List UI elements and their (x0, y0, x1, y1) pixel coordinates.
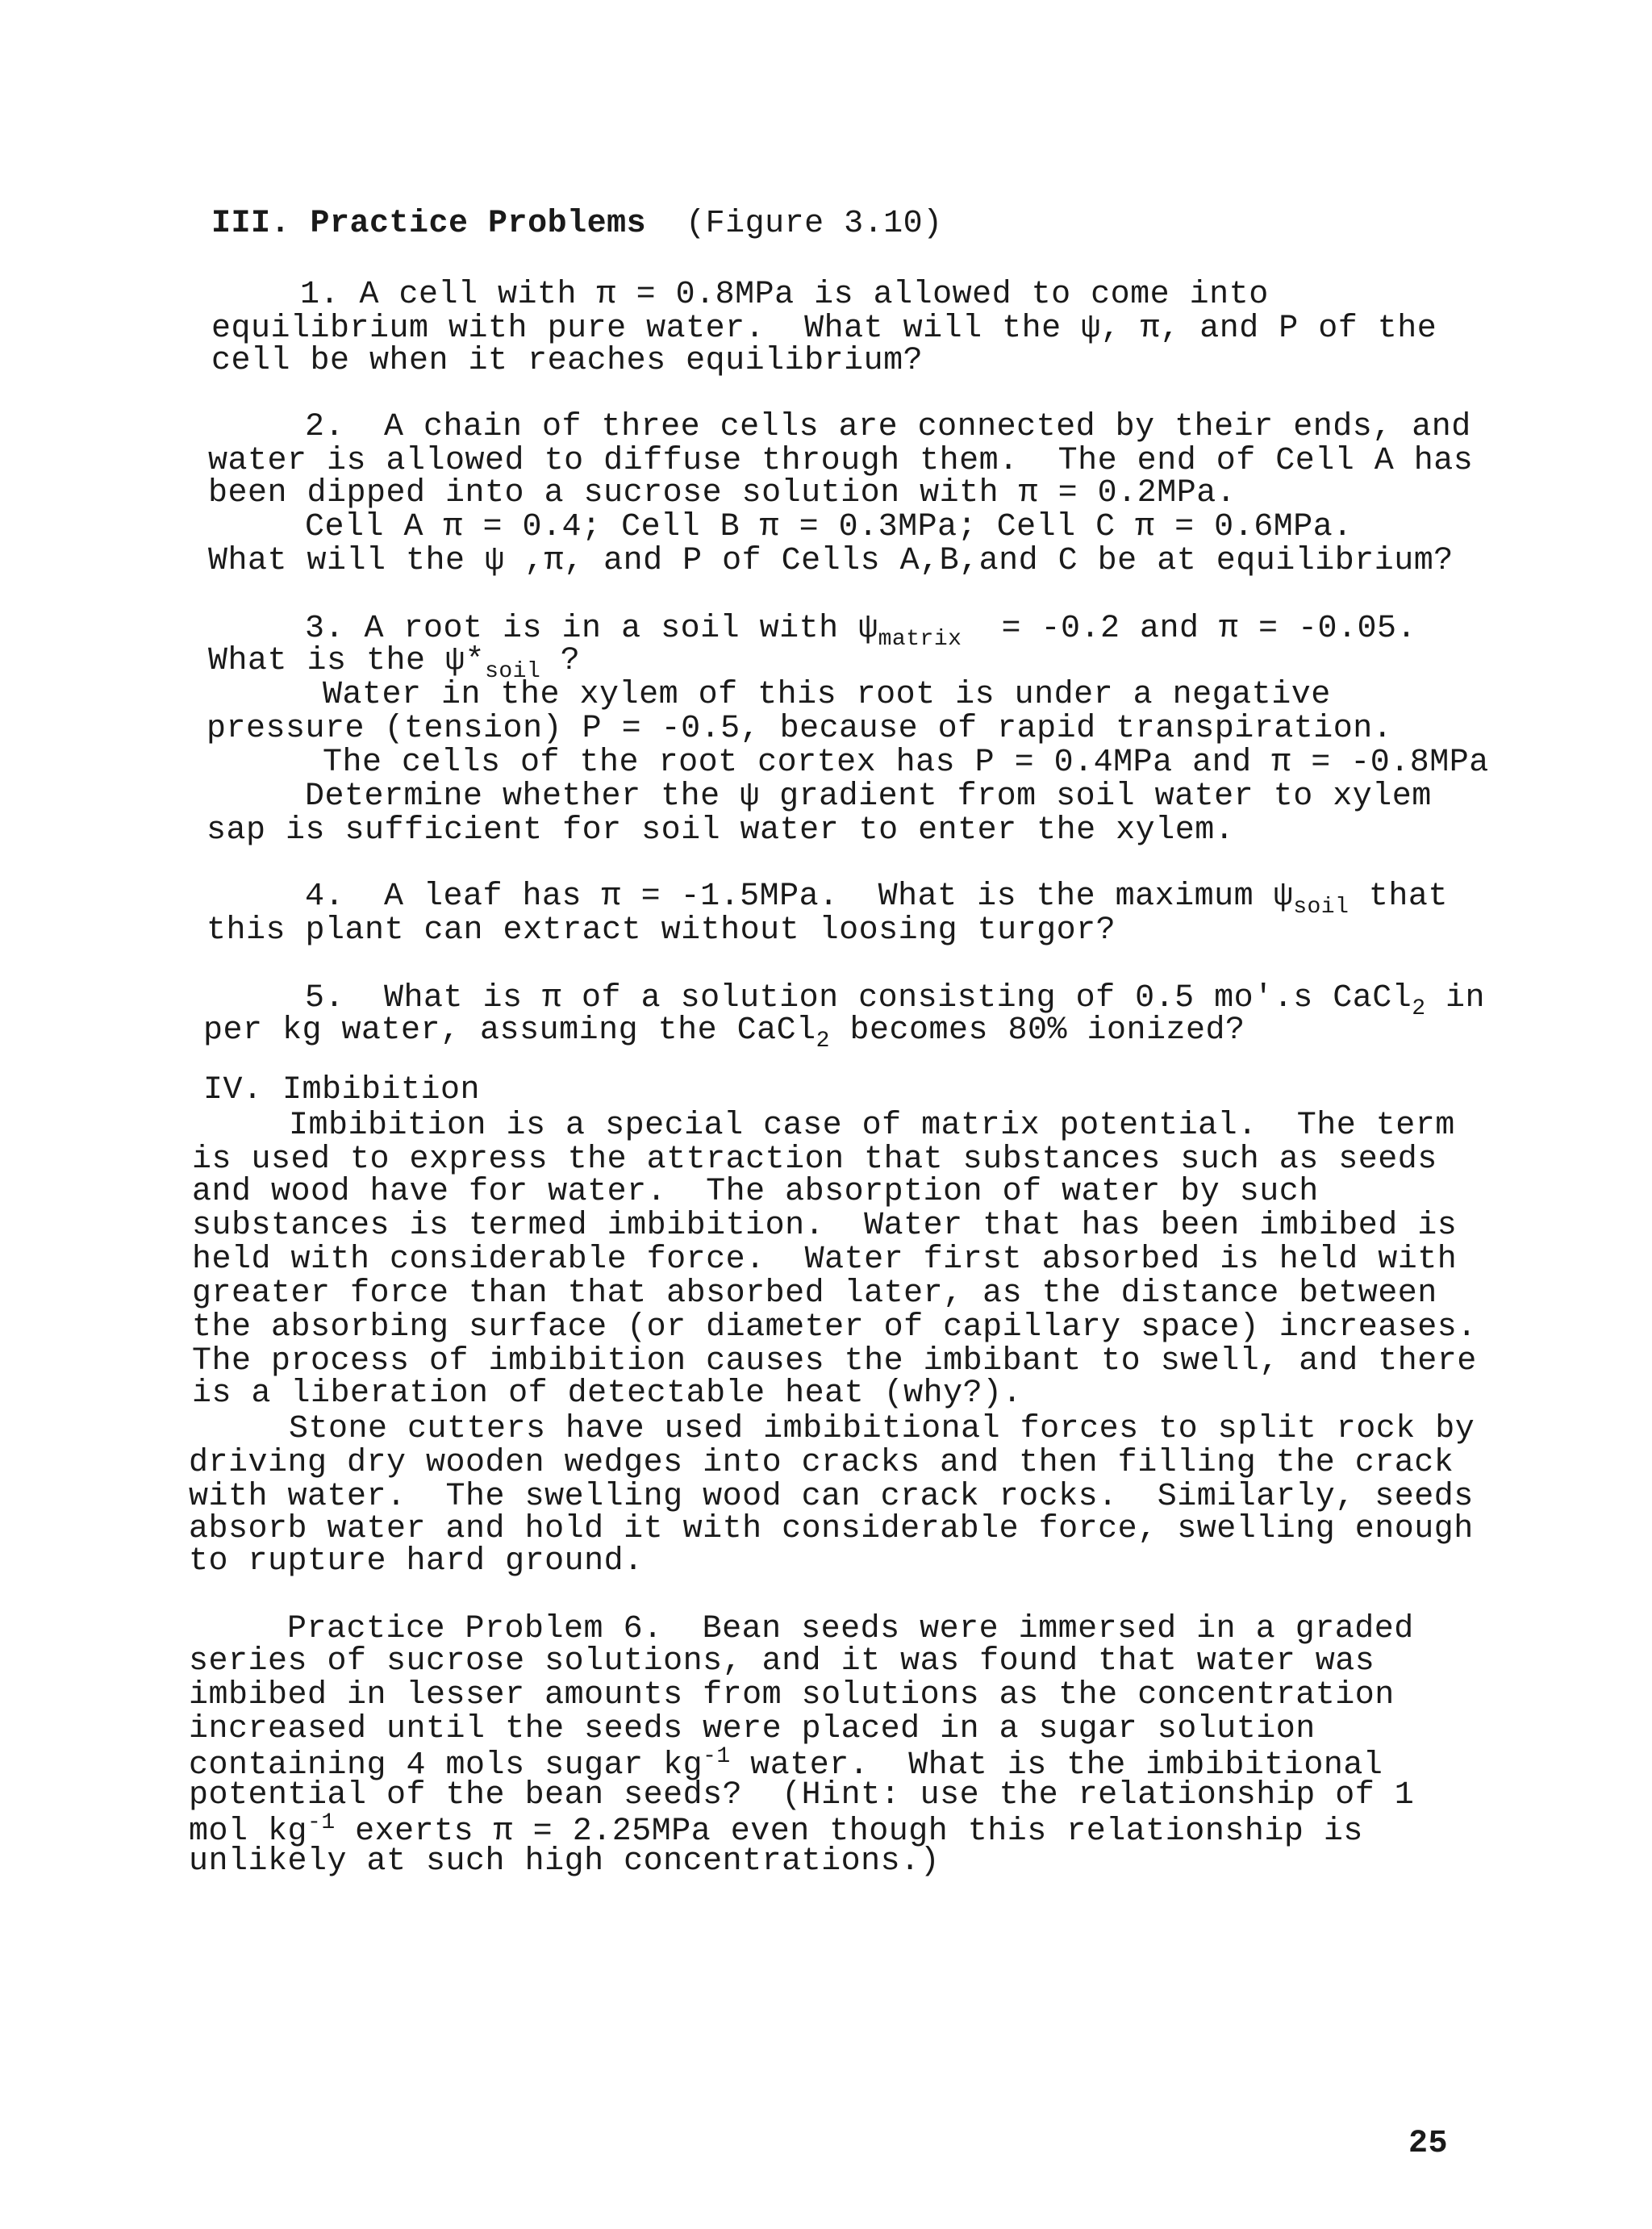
imbibition-para2-line-1: Stone cutters have used imbibitional forces to split rock by (289, 1411, 1475, 1447)
problem-3-line-4: pressure (tension) P = -0.5, because of rapid transpiration. (206, 711, 1393, 747)
problem-5-line-1: 5. What is π of a solution consisting of 0.5 mo'.s CaCl$_2$ in (305, 980, 1486, 1021)
problem-5-line-2: per kg water, assuming the CaCl$_2$ becomes 80% ionized? (203, 1012, 1245, 1054)
problem-3-line-5: The cells of the root cortex has P = 0.4MPa and π = -0.8MPa (323, 745, 1489, 781)
problem-3-line-2: What is the $\psi*_{soil}$ ? (208, 643, 581, 684)
problem-6-line-1: Practice Problem 6. Bean seeds were immersed in a graded (287, 1611, 1414, 1647)
problem-6-line-6: potential of the bean seeds? (Hint: use the relationship of 1 (189, 1777, 1415, 1814)
imbibition-para1-line-2: is used to express the attraction that substances such as seeds (192, 1142, 1437, 1178)
imbibition-para2-line-5: to rupture hard ground. (189, 1543, 644, 1580)
problem-6-line-2: series of sucrose solutions, and it was found that water was (189, 1643, 1375, 1680)
section-heading-bold: III. Practice Problems (211, 206, 647, 242)
problem-6-line-8: unlikely at such high concentrations.) (189, 1843, 941, 1880)
problem-1-line-1: 1. A cell with π = 0.8MPa is allowed to come into (300, 277, 1269, 313)
imbibition-para2-line-4: absorb water and hold it with considerable force, swelling enough (189, 1511, 1474, 1547)
problem-1-line-3: cell be when it reaches equilibrium? (211, 343, 924, 379)
imbibition-para1-line-3: and wood have for water. The absorption of water by such (192, 1174, 1319, 1210)
section-heading-figure: (Figure 3.10) (686, 206, 943, 242)
problem-6-line-5: containing 4 mols sugar $kg^{-1}$ water. What is the imbibitional (189, 1744, 1383, 1784)
imbibition-para1-line-1: Imbibition is a special case of matrix potential. The term (289, 1108, 1455, 1144)
imbibition-para1-line-9: is a liberation of detectable heat (why?). (192, 1375, 1023, 1412)
problem-6-line-3: imbibed in lesser amounts from solutions as the concentration (189, 1677, 1395, 1713)
problem-1-line-2: equilibrium with pure water. What will the ψ, π, and P of the (211, 311, 1437, 347)
problem-6-line-4: increased until the seeds were placed in a sugar solution (189, 1711, 1316, 1747)
page-number: 25 (1408, 2126, 1449, 2162)
problem-3-line-3: Water in the xylem of this root is under a negative (323, 677, 1331, 713)
problem-2-line-5: What will the ψ ,π, and P of Cells A,B,and C be at equilibrium? (208, 543, 1454, 579)
imbibition-para1-line-7: the absorbing surface (or diameter of capillary space) increases. (192, 1309, 1477, 1346)
problem-3-line-7: sap is sufficient for soil water to enter the xylem. (206, 812, 1235, 849)
problem-4-line-2: this plant can extract without loosing turgor? (206, 912, 1116, 949)
problem-2-line-3: been dipped into a sucrose solution with π = 0.2MPa. (208, 475, 1237, 511)
imbibition-para1-line-5: held with considerable force. Water first absorbed is held with (192, 1242, 1458, 1278)
problem-2-line-2: water is allowed to diffuse through them. The end of Cell A has (208, 443, 1474, 479)
imbibition-heading: IV. Imbibition (203, 1072, 481, 1108)
section-heading (211, 208, 943, 240)
problem-2-line-4: Cell A π = 0.4; Cell B π = 0.3MPa; Cell C π = 0.6MPa. (305, 509, 1353, 545)
problem-2-line-1: 2. A chain of three cells are connected by their ends, and (305, 409, 1471, 445)
problem-4-line-1: 4. A leaf has π = -1.5MPa. What is the maximum $\psi_{soil}$ that (305, 879, 1448, 920)
imbibition-para1-line-8: The process of imbibition causes the imbibant to swell, and there (192, 1343, 1477, 1380)
imbibition-para2-line-3: with water. The swelling wood can crack rocks. Similarly, seeds (189, 1479, 1474, 1515)
problem-3-line-1: 3. A root is in a soil with $\psi_{matrix} = -0.2$ and π = -0.05. (305, 611, 1417, 652)
problem-6-line-7: mol $kg^{-1}$ exerts π = 2.25MPa even though this relationship is (189, 1810, 1363, 1850)
problem-3-line-6: Determine whether the ψ gradient from soil water to xylem (305, 778, 1432, 815)
imbibition-para1-line-4: substances is termed imbibition. Water that has been imbibed is (192, 1208, 1458, 1244)
imbibition-para2-line-2: driving dry wooden wedges into cracks and then filling the crack (189, 1445, 1454, 1481)
imbibition-para1-line-6: greater force than that absorbed later, as the distance between (192, 1275, 1437, 1312)
